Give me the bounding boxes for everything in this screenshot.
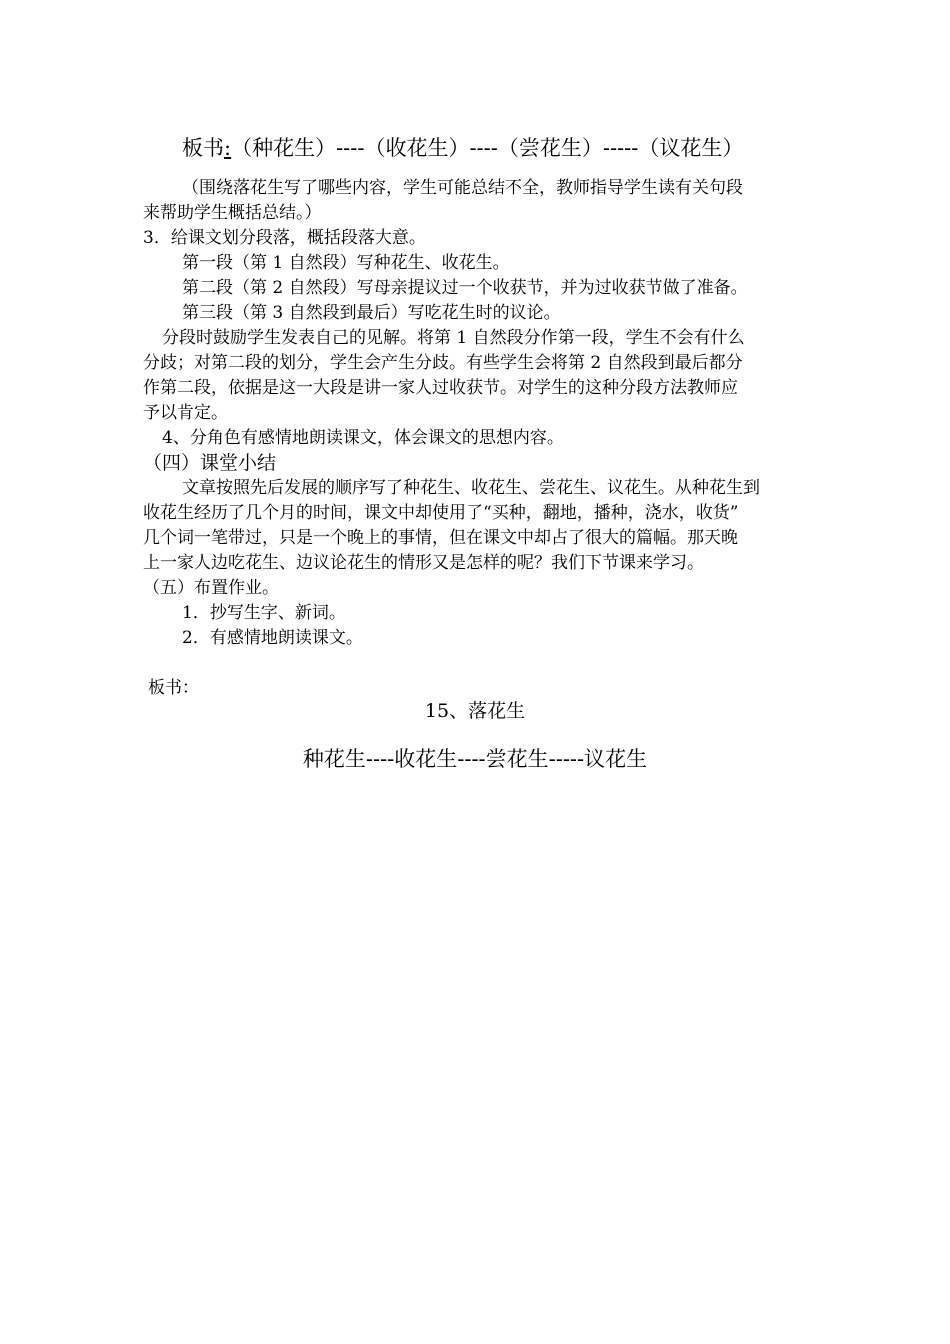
summary-heading: （四）课堂小结	[143, 452, 277, 474]
board-bottom-label: 板书：	[148, 678, 199, 698]
board-items: （种花生）----（收花生）----（尝花生）-----（议花生）	[231, 136, 744, 160]
note-line-1: （围绕落花生写了哪些内容，学生可能总结不全，教师指导学生读有关句段	[182, 178, 743, 198]
summary-line-1: 文章按照先后发展的顺序写了种花生、收花生、尝花生、议花生。从种花生到	[182, 478, 760, 498]
section3-heading: 3．给课文划分段落，概括段落大意。	[143, 228, 426, 248]
board-flow: 种花生----收花生----尝花生-----议花生	[302, 747, 648, 771]
homework-item-1: 1．抄写生字、新词。	[182, 603, 346, 623]
section3-paragraph-line-3: 作第二段，依据是这一大段是讲一家人过收获节。对学生的这种分段方法教师应	[143, 378, 738, 398]
homework-item-2: 2．有感情地朗读课文。	[182, 628, 363, 648]
section3-part-2: 第二段（第 2 自然段）写母亲提议过一个收获节，并为过收获节做了准备。	[182, 278, 748, 298]
summary-line-3: 几个词一笔带过，只是一个晚上的事情，但在课文中却占了很大的篇幅。那天晚	[143, 528, 738, 548]
section3-part-3: 第三段（第 3 自然段到最后）写吃花生时的议论。	[182, 303, 561, 323]
homework-heading: （五）布置作业。	[143, 578, 279, 598]
note-line-2: 来帮助学生概括总结。）	[143, 203, 322, 223]
lesson-title: 15、落花生	[424, 700, 526, 722]
board-colon: :	[224, 136, 232, 160]
summary-line-2: 收花生经历了几个月的时间，课文中却使用了“买种，翻地，播种，浇水，收货”	[143, 503, 739, 523]
section3-paragraph-line-4: 予以肯定。	[143, 403, 228, 423]
board-label: 板书	[182, 136, 224, 160]
board-heading	[182, 134, 743, 162]
section3-paragraph-line-1: 分段时鼓励学生发表自己的见解。将第 1 自然段分作第一段，学生不会有什么	[162, 328, 745, 348]
section3-paragraph-line-2: 分歧；对第二段的划分，学生会产生分歧。有些学生会将第 2 自然段到最后都分	[143, 353, 743, 373]
section4-item: 4、分角色有感情地朗读课文，体会课文的思想内容。	[162, 428, 564, 448]
summary-line-4: 上一家人边吃花生、边议论花生的情形又是怎样的呢？我们下节课来学习。	[143, 553, 704, 573]
section3-part-1: 第一段（第 1 自然段）写种花生、收花生。	[182, 253, 510, 273]
